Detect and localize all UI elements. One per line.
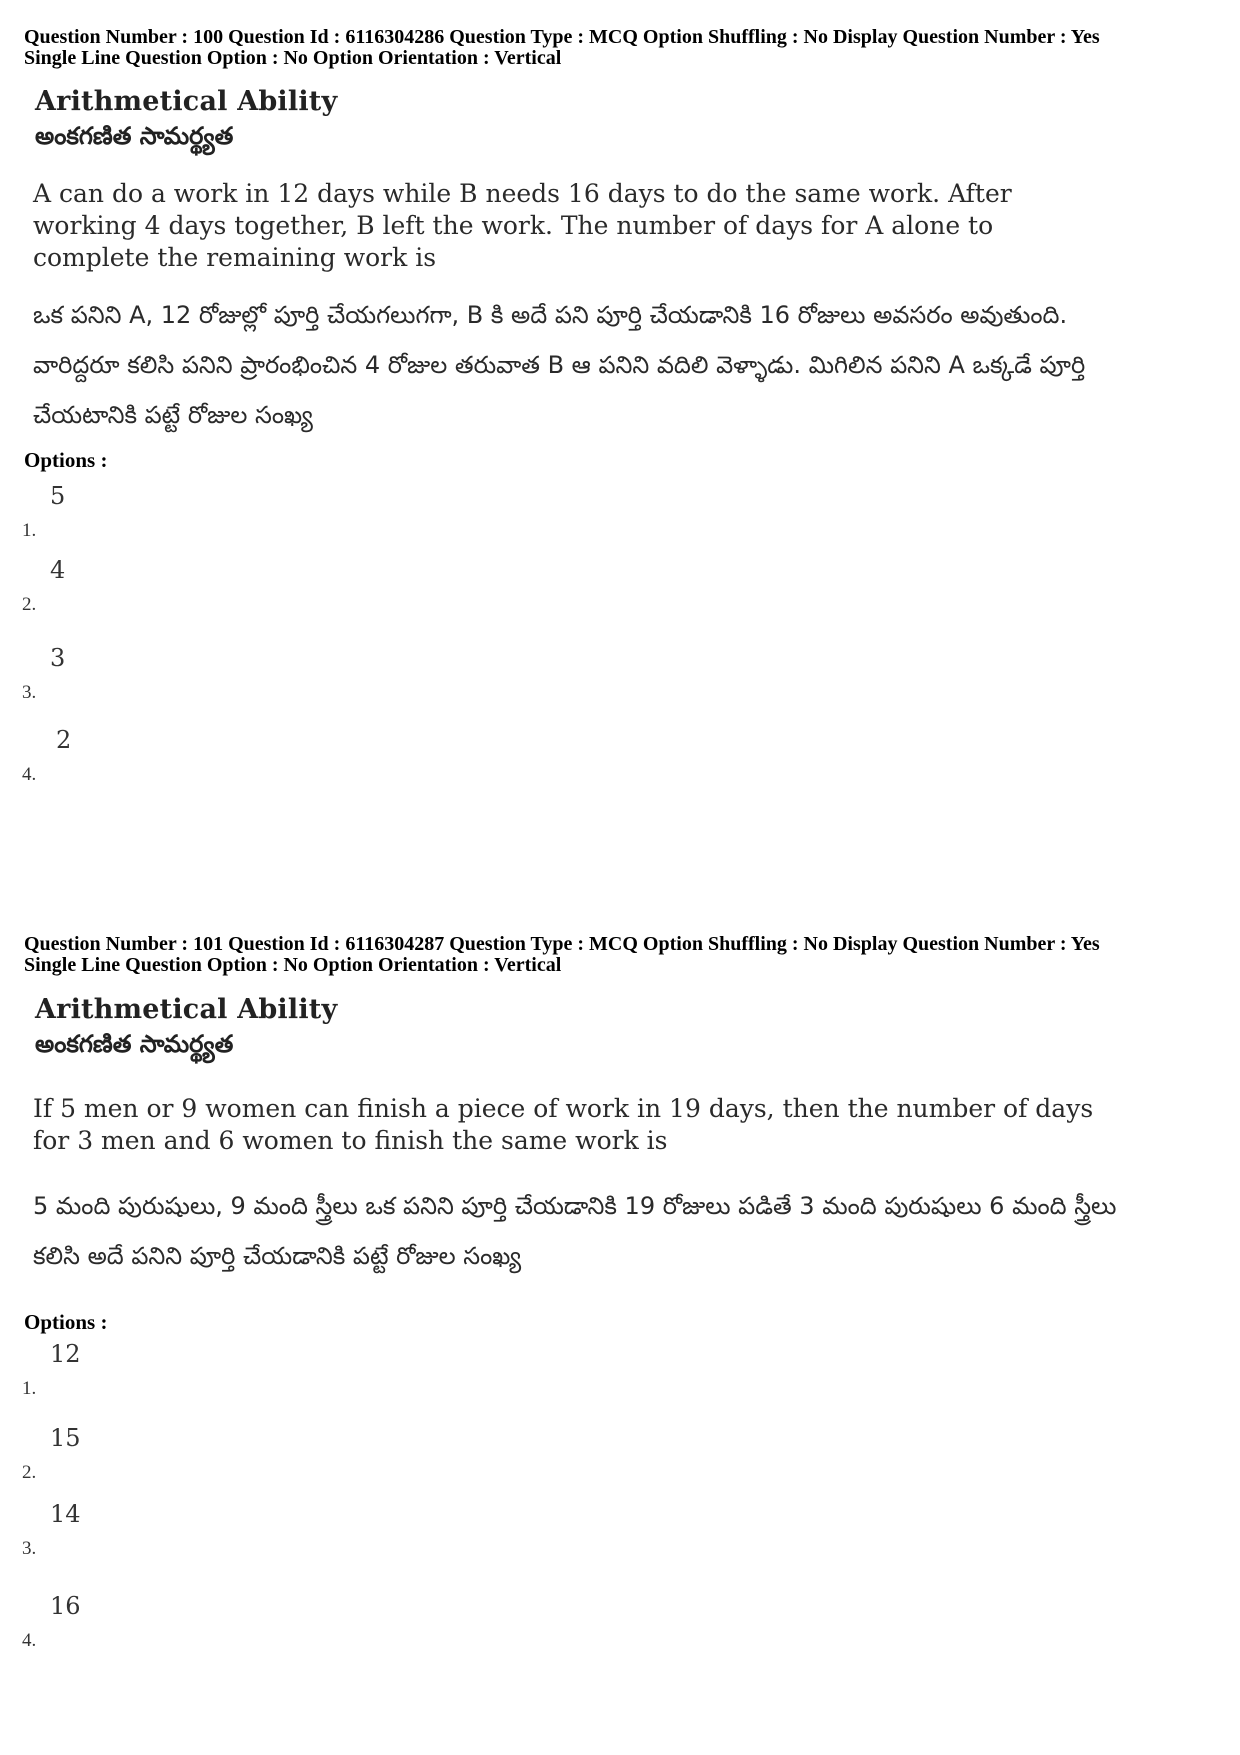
subject-telugu: అంకగణిత సామర్థ్యత (35, 122, 234, 150)
option-value: 5 (50, 482, 66, 510)
question-meta-line-2: Single Line Question Option : No Option Orientation : Vertical (24, 47, 562, 69)
subject-telugu: అంకగణిత సామర్థ్యత (35, 1030, 234, 1058)
question-meta (24, 934, 1224, 976)
option-value: 12 (50, 1340, 81, 1368)
question-text-telugu: ఒక పనిని A, 12 రోజుల్లో పూర్తి చేయగలుగగా, B కి అదే పని పూర్తి చేయడానికి 16 రోజులు అవసరం అవుతుంది. వారిద్దరూ కలిసి పనిని ప్రారంభించిన 4 రోజుల తరువాత B ఆ పనిని వదిలి వెళ్ళాడు. మిగిలిన పనిని A ఒక్కడే పూర్తి చేయటానికి పట్టే రోజుల సంఖ్య (33, 301, 1086, 429)
subject-english: Arithmetical Ability (35, 994, 338, 1025)
option-number: 2. (22, 1462, 37, 1483)
option-1[interactable] (22, 1340, 222, 1400)
question-text-english: A can do a work in 12 days while B needs 16 days to do the same work. After working 4 days together, B left the work. The number of days for A alone to complete the remaining work is (33, 179, 1012, 272)
option-3[interactable] (22, 1500, 222, 1560)
option-value: 2 (56, 726, 72, 754)
question-meta-line-1: Question Number : 101 Question Id : 6116304287 Question Type : MCQ Option Shuffling : No Display Question Number : Yes (24, 933, 1100, 955)
question-meta-line-2: Single Line Question Option : No Option Orientation : Vertical (24, 954, 562, 976)
option-number: 4. (22, 1630, 37, 1651)
option-number: 3. (22, 1538, 37, 1559)
option-number: 3. (22, 682, 37, 703)
option-number: 1. (22, 1378, 37, 1399)
subject-english: Arithmetical Ability (35, 86, 338, 117)
option-number: 4. (22, 764, 37, 785)
question-text-telugu: 5 మంది పురుషులు, 9 మంది స్త్రీలు ఒక పనిని పూర్తి చేయడానికి 19 రోజులు పడితే 3 మంది పురుషులు 6 మంది స్త్రీలు కలిసి అదే పనిని పూర్తి చేయడానికి పట్టే రోజుల సంఖ్య (33, 1192, 1117, 1270)
option-value: 16 (50, 1592, 81, 1620)
option-value: 15 (50, 1424, 81, 1452)
options-heading: Options : (24, 448, 108, 472)
question-text-english: If 5 men or 9 women can finish a piece of work in 19 days, then the number of days for 3 men and 6 women to finish the same work is (33, 1094, 1094, 1155)
question-meta-line-1: Question Number : 100 Question Id : 6116304286 Question Type : MCQ Option Shuffling : No Display Question Number : Yes (24, 26, 1100, 48)
option-value: 4 (50, 556, 66, 584)
option-value: 3 (50, 644, 66, 672)
option-4[interactable] (22, 1592, 222, 1652)
options-heading: Options : (24, 1310, 108, 1334)
option-value: 14 (50, 1500, 81, 1528)
option-2[interactable] (22, 1424, 222, 1484)
option-number: 2. (22, 594, 37, 615)
option-number: 1. (22, 520, 37, 541)
